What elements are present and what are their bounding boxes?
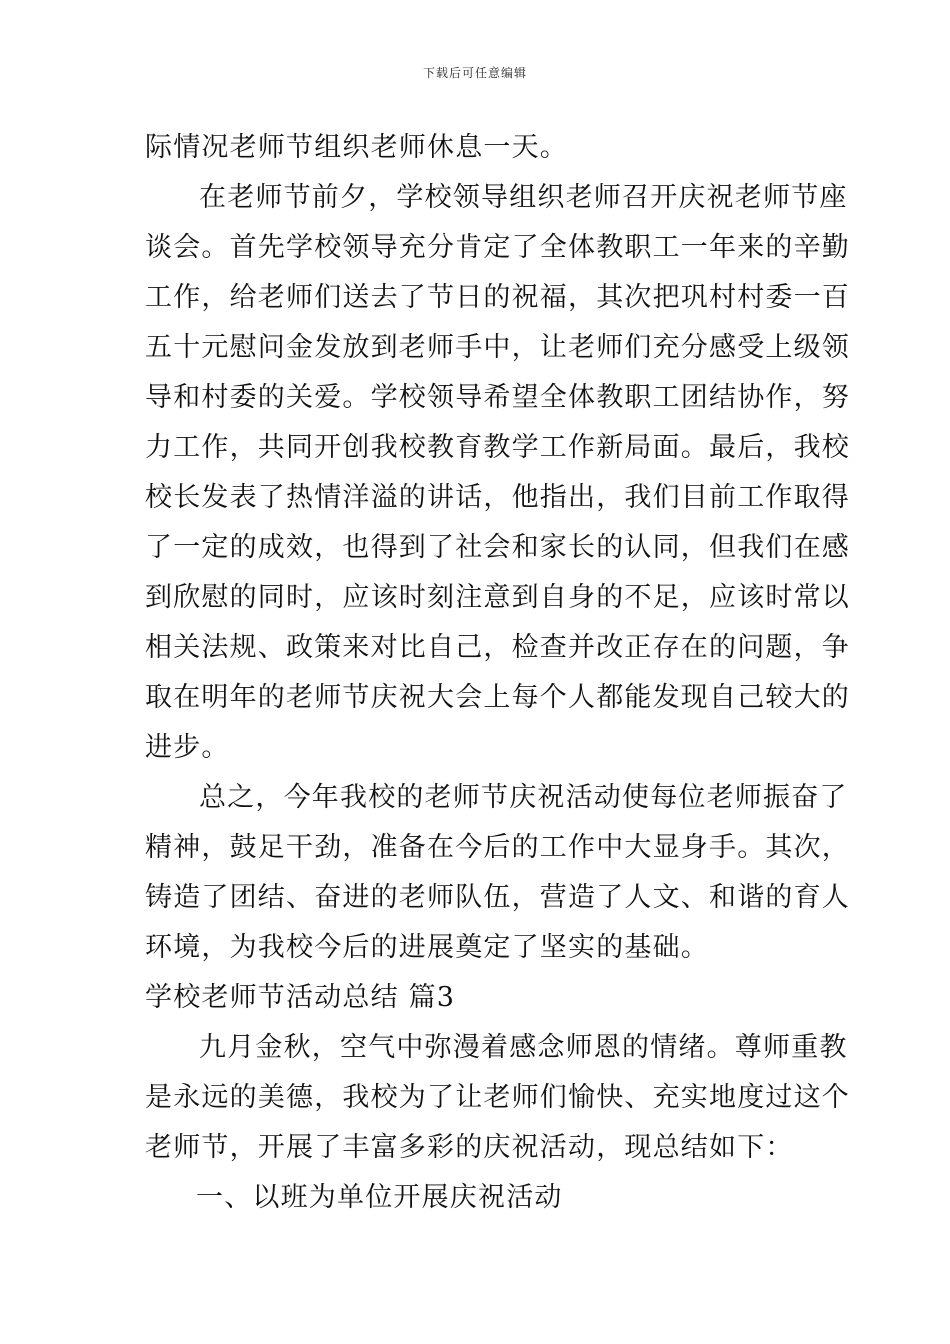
text-line: 老师节，开展了丰富多彩的庆祝活动，现总结如下： bbox=[145, 1132, 794, 1163]
paragraph-first-line: 九月金秋，空气中弥漫着感念师恩的情绪。尊师重教 bbox=[199, 1032, 848, 1063]
text-line: 了一定的成效，也得到了社会和家长的认同，但我们在感 bbox=[145, 532, 850, 563]
text-line: 校长发表了热情洋溢的讲话，他指出，我们目前工作取得 bbox=[145, 482, 850, 513]
text-line: 际情况老师节组织老师休息一天。 bbox=[145, 132, 568, 163]
text-line: 导和村委的关爱。学校领导希望全体教职工团结协作，努 bbox=[145, 382, 850, 413]
text-line: 五十元慰问金发放到老师手中，让老师们充分感受上级领 bbox=[145, 332, 850, 363]
text-line: 工作，给老师们送去了节日的祝福，其次把巩村村委一百 bbox=[145, 282, 850, 313]
paragraph-first-line: 总之，今年我校的老师节庆祝活动使每位老师振奋了 bbox=[199, 782, 848, 813]
text-line: 到欣慰的同时，应该时刻注意到自身的不足，应该时常以 bbox=[145, 582, 850, 613]
text-line: 环境，为我校今后的进展奠定了坚实的基础。 bbox=[145, 932, 709, 963]
paragraph-first-line: 在老师节前夕，学校领导组织老师召开庆祝老师节座 bbox=[199, 182, 848, 213]
text-line: 铸造了团结、奋进的老师队伍，营造了人文、和谐的育人 bbox=[145, 882, 850, 913]
text-line: 力工作，共同开创我校教育教学工作新局面。最后，我校 bbox=[145, 432, 850, 463]
text-line: 相关法规、政策来对比自己，检查并改正存在的问题，争 bbox=[145, 632, 850, 663]
text-line: 进步。 bbox=[145, 732, 230, 763]
text-line: 精神，鼓足干劲，准备在今后的工作中大显身手。其次， bbox=[145, 832, 850, 863]
text-line: 是永远的美德，我校为了让老师们愉快、充实地度过这个 bbox=[145, 1082, 850, 1113]
text-line: 谈会。首先学校领导充分肯定了全体教职工一年来的辛勤 bbox=[145, 232, 850, 263]
section-heading: 学校老师节活动总结 篇3 bbox=[145, 982, 456, 1013]
subsection-heading: 一、以班为单位开展庆祝活动 bbox=[196, 1182, 563, 1213]
page-header-note: 下载后可任意编辑 bbox=[422, 66, 527, 80]
text-line: 取在明年的老师节庆祝大会上每个人都能发现自己较大的 bbox=[145, 682, 850, 713]
